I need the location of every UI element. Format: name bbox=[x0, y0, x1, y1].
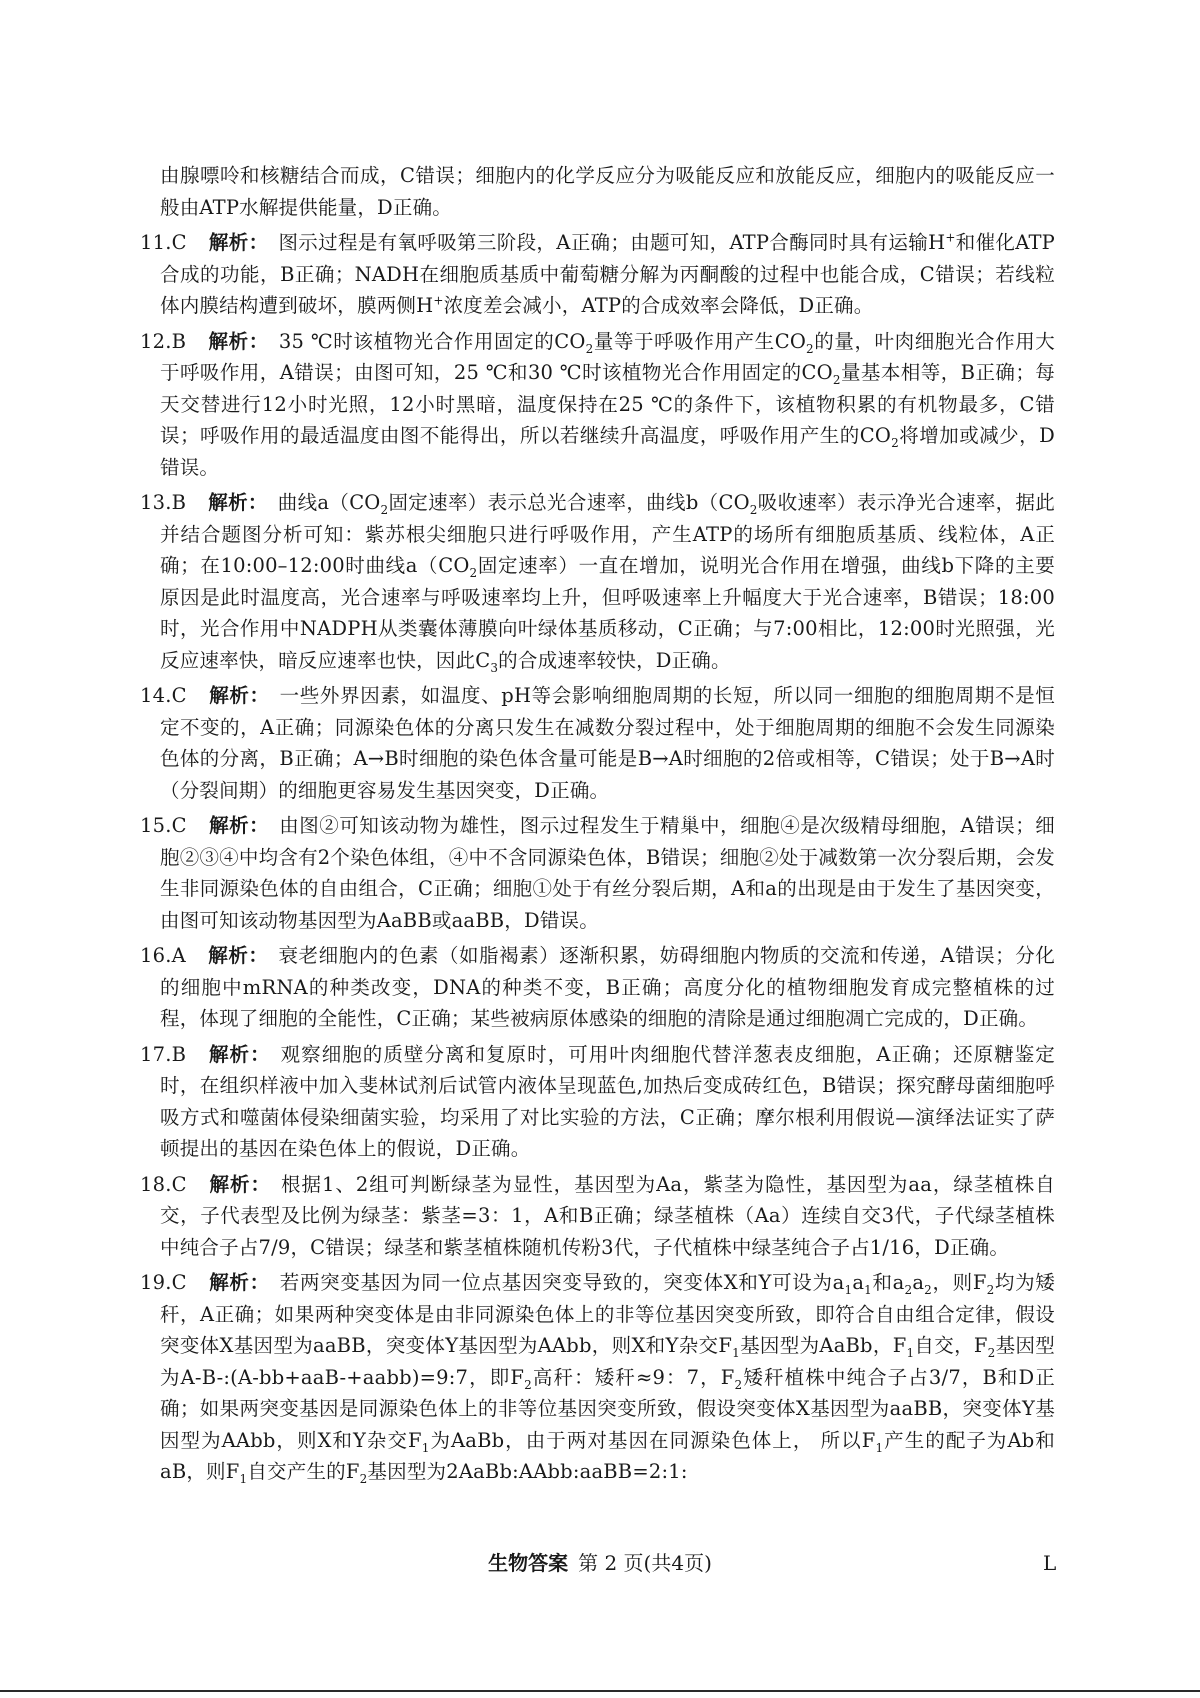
footer-title: 生物答案 bbox=[488, 1551, 569, 1575]
analysis-label: 解析： bbox=[208, 814, 270, 837]
answer-choice: C bbox=[171, 684, 187, 707]
footer-center bbox=[0, 1548, 1200, 1578]
answer-body bbox=[140, 680, 1055, 806]
question-number: 11. bbox=[140, 231, 172, 254]
answer-item bbox=[140, 1039, 1055, 1165]
analysis-label: 解析： bbox=[208, 491, 268, 514]
bottom-divider bbox=[0, 1690, 1200, 1692]
answer-body bbox=[140, 487, 1055, 676]
item-heading bbox=[140, 1173, 187, 1196]
question-number: 18. bbox=[140, 1172, 172, 1196]
answer-item bbox=[140, 326, 1056, 484]
item-heading bbox=[140, 684, 187, 707]
analysis-label: 解析： bbox=[208, 684, 270, 707]
question-number: 15. bbox=[140, 814, 172, 837]
question-number: 12. bbox=[140, 329, 172, 353]
answer-item bbox=[140, 1267, 1056, 1488]
answer-choice: B bbox=[171, 491, 187, 514]
analysis-text: 根据1、2组可判断绿茎为显性，基因型为Aa，紫茎为隐性，基因型为aa，绿茎植株自交，子代表型及比例为绿茎：紫茎=3：1，A和B正确；绿茎植株（Aa）连续自交3代，子代绿茎植株中纯合子占7/9，C错误；绿茎和紫茎植株随机传粉3代，子代植株中绿茎纯合子占1/16，D正确。 bbox=[160, 1172, 1055, 1259]
answer-choice: A bbox=[171, 944, 186, 967]
answer-choice: C bbox=[171, 1271, 187, 1294]
answer-item bbox=[140, 680, 1055, 806]
answer-body bbox=[140, 940, 1055, 1035]
answer-item bbox=[140, 810, 1055, 936]
item-heading bbox=[140, 944, 186, 967]
analysis-label: 解析： bbox=[208, 1042, 271, 1066]
analysis-text: 35 ℃时该植物光合作用固定的$CO_2$量等于呼吸作用产生$CO_2$的量，叶肉细胞光合作用大于呼吸作用，A错误；由图可知，25 ℃和30 ℃时该植物光合作用固定的$CO_2$量基本相等，B正确；每天交替进行12小时光照，12小时黑暗，温度保持在25 ℃的条件下，该植物积累的有机物最多，C错误；呼吸作用的最适温度由图不能得出，所以若继续升高温度，呼吸作用产生的$CO_2$将增加或减少，D错误。 bbox=[160, 329, 1056, 479]
answer-choice: B bbox=[171, 329, 187, 353]
item-heading bbox=[140, 231, 187, 254]
analysis-text: 图示过程是有氧呼吸第三阶段，A正确；由题可知，ATP合酶同时具有运输H+和催化ATP合成的功能，B正确；NADH在细胞质基质中葡萄糖分解为丙酮酸的过程中也能合成，C错误；若线粒体内膜结构遭到破坏，膜两侧H+浓度差会减小，ATP的合成效率会降低，D正确。 bbox=[160, 230, 1056, 317]
item-heading bbox=[140, 330, 186, 353]
question-number: 13. bbox=[140, 491, 172, 514]
question-number: 17. bbox=[140, 1042, 172, 1066]
continued-line-2: 能反应一般由ATP水解提供能量，D正确。 bbox=[160, 164, 1055, 219]
answer-list bbox=[140, 227, 1056, 1488]
answer-choice: C bbox=[171, 231, 187, 254]
analysis-text: 衰老细胞内的色素（如脂褐素）逐渐积累，妨碍细胞内物质的交流和传递，A错误；分化的细胞中mRNA的种类改变，DNA的种类不变，B正确；高度分化的植物细胞发育成完整植株的过程，体现了细胞的全能性，C正确；某些被病原体感染的细胞的清除是通过细胞凋亡完成的，D正确。 bbox=[160, 944, 1055, 1030]
answer-choice: C bbox=[171, 814, 187, 837]
continued-paragraph bbox=[160, 160, 1055, 223]
item-heading bbox=[140, 491, 186, 514]
answer-body bbox=[140, 810, 1055, 936]
question-number: 19. bbox=[140, 1271, 172, 1294]
answer-body bbox=[140, 1039, 1055, 1165]
analysis-text: 由图②可知该动物为雄性，图示过程发生于精巢中，细胞④是次级精母细胞，A错误；细胞②③④中均含有2个染色体组，④中不含同源染色体，B错误；细胞②处于减数第一次分裂后期，会发生非同源染色体的自由组合，C正确；细胞①处于有丝分裂后期，A和a的出现是由于发生了基因突变，由图可知该动物基因型为AaBB或aaBB，D错误。 bbox=[160, 814, 1055, 932]
answer-choice: C bbox=[171, 1172, 187, 1196]
answer-body bbox=[140, 227, 1056, 322]
analysis-text: 一些外界因素，如温度、pH等会影响细胞周期的长短，所以同一细胞的细胞周期不是恒定不变的，A正确；同源染色体的分离只发生在减数分裂过程中，处于细胞周期的细胞不会发生同源染色体的分离，B正确；A→B时细胞的染色体含量可能是B→A时细胞的2倍或相等，C错误；处于B→A时（分裂间期）的细胞更容易发生基因突变，D正确。 bbox=[160, 684, 1055, 802]
answer-body bbox=[140, 1169, 1055, 1264]
answer-content bbox=[140, 160, 1056, 1492]
continued-line-1: 由腺嘌呤和核糖结合而成，C错误；细胞内的化学反应分为吸能反应和放能反应，细胞内的吸 bbox=[160, 164, 976, 187]
analysis-label: 解析： bbox=[207, 944, 269, 967]
page-footer bbox=[0, 1548, 1200, 1578]
analysis-text: 若两突变基因为同一位点基因突变导致的，突变体X和Y可设为$a_1a_1$和$a_2a_2$，则$F_2$均为矮秆，A正确；如果两种突变体是由非同源染色体上的非等位基因突变所致，即符合自由组合定律，假设突变体X基因型为aaBB，突变体Y基因型为AAbb，则X和Y杂交$F_1$基因型为AaBb，$F_1$自交，$F_2$基因型为A-B-:(A-bb+aaB-+aabb)=9:7，即$F_2$高秆：矮秆≈9：7，$F_2$矮秆植株中纯合子占3/7，B和D正确；如果两突变基因是同源染色体上的非等位基因突变所致，假设突变体X基因型为aaBB，突变体Y基因型为AAbb，则X和Y杂交$F_1$为AaBb，由于两对基因在同源染色体上， 所以$F_1$产生的配子为Ab和aB，则$F_1$自交产生的$F_2$基因型为2AaBb:AAbb:aaBB=2:1: bbox=[160, 1271, 1056, 1486]
analysis-label: 解析： bbox=[208, 329, 269, 353]
analysis-text: 观察细胞的质壁分离和复原时，可用叶肉细胞代替洋葱表皮细胞，A正确；还原糖鉴定时，在组织样液中加入斐林试剂后试管内液体呈现蓝色,加热后变成砖红色，B错误；探究酵母菌细胞呼吸方式和噬菌体侵染细菌实验，均采用了对比实验的方法，C正确；摩尔根利用假说—演绎法证实了萨顿提出的基因在染色体上的假说，D正确。 bbox=[160, 1042, 1055, 1160]
answer-item bbox=[140, 227, 1056, 322]
question-number: 14. bbox=[140, 684, 172, 707]
answer-body bbox=[140, 1267, 1056, 1488]
answer-choice: B bbox=[171, 1042, 187, 1066]
item-heading bbox=[140, 1271, 187, 1294]
answer-body bbox=[140, 326, 1056, 484]
analysis-label: 解析： bbox=[208, 1172, 272, 1196]
answer-item bbox=[140, 1169, 1055, 1264]
question-number: 16. bbox=[140, 944, 172, 967]
footer-page-number: 第 2 页(共4页) bbox=[578, 1551, 712, 1575]
analysis-label: 解析： bbox=[208, 1271, 270, 1294]
footer-mark: L bbox=[1043, 1551, 1057, 1575]
analysis-label: 解析： bbox=[208, 231, 269, 254]
answer-item bbox=[140, 487, 1055, 676]
answer-item bbox=[140, 940, 1055, 1035]
analysis-text: 曲线$a(CO_2$固定速率）表示总光合速率，曲线$b(CO_2$吸收速率）表示净光合速率，据此并结合题图分析可知：紫苏根尖细胞只进行呼吸作用，产生ATP的场所有细胞质基质、线粒体，A正确；在10:00–12:00时曲线$a(CO_2$固定速率）一直在增加，说明光合作用在增强，曲线b下降的主要原因是此时温度高，光合速率与呼吸速率均上升，但呼吸速率上升幅度大于光合速率，B错误；18:00时，光合作用中NADPH从类囊体薄膜向叶绿体基质移动，C正确；与7:00相比，12:00时光照强，光反应速率快，暗反应速率也快，因此$C_3$的合成速率较快，D正确。 bbox=[160, 491, 1055, 675]
item-heading bbox=[140, 1043, 186, 1066]
item-heading bbox=[140, 814, 187, 837]
